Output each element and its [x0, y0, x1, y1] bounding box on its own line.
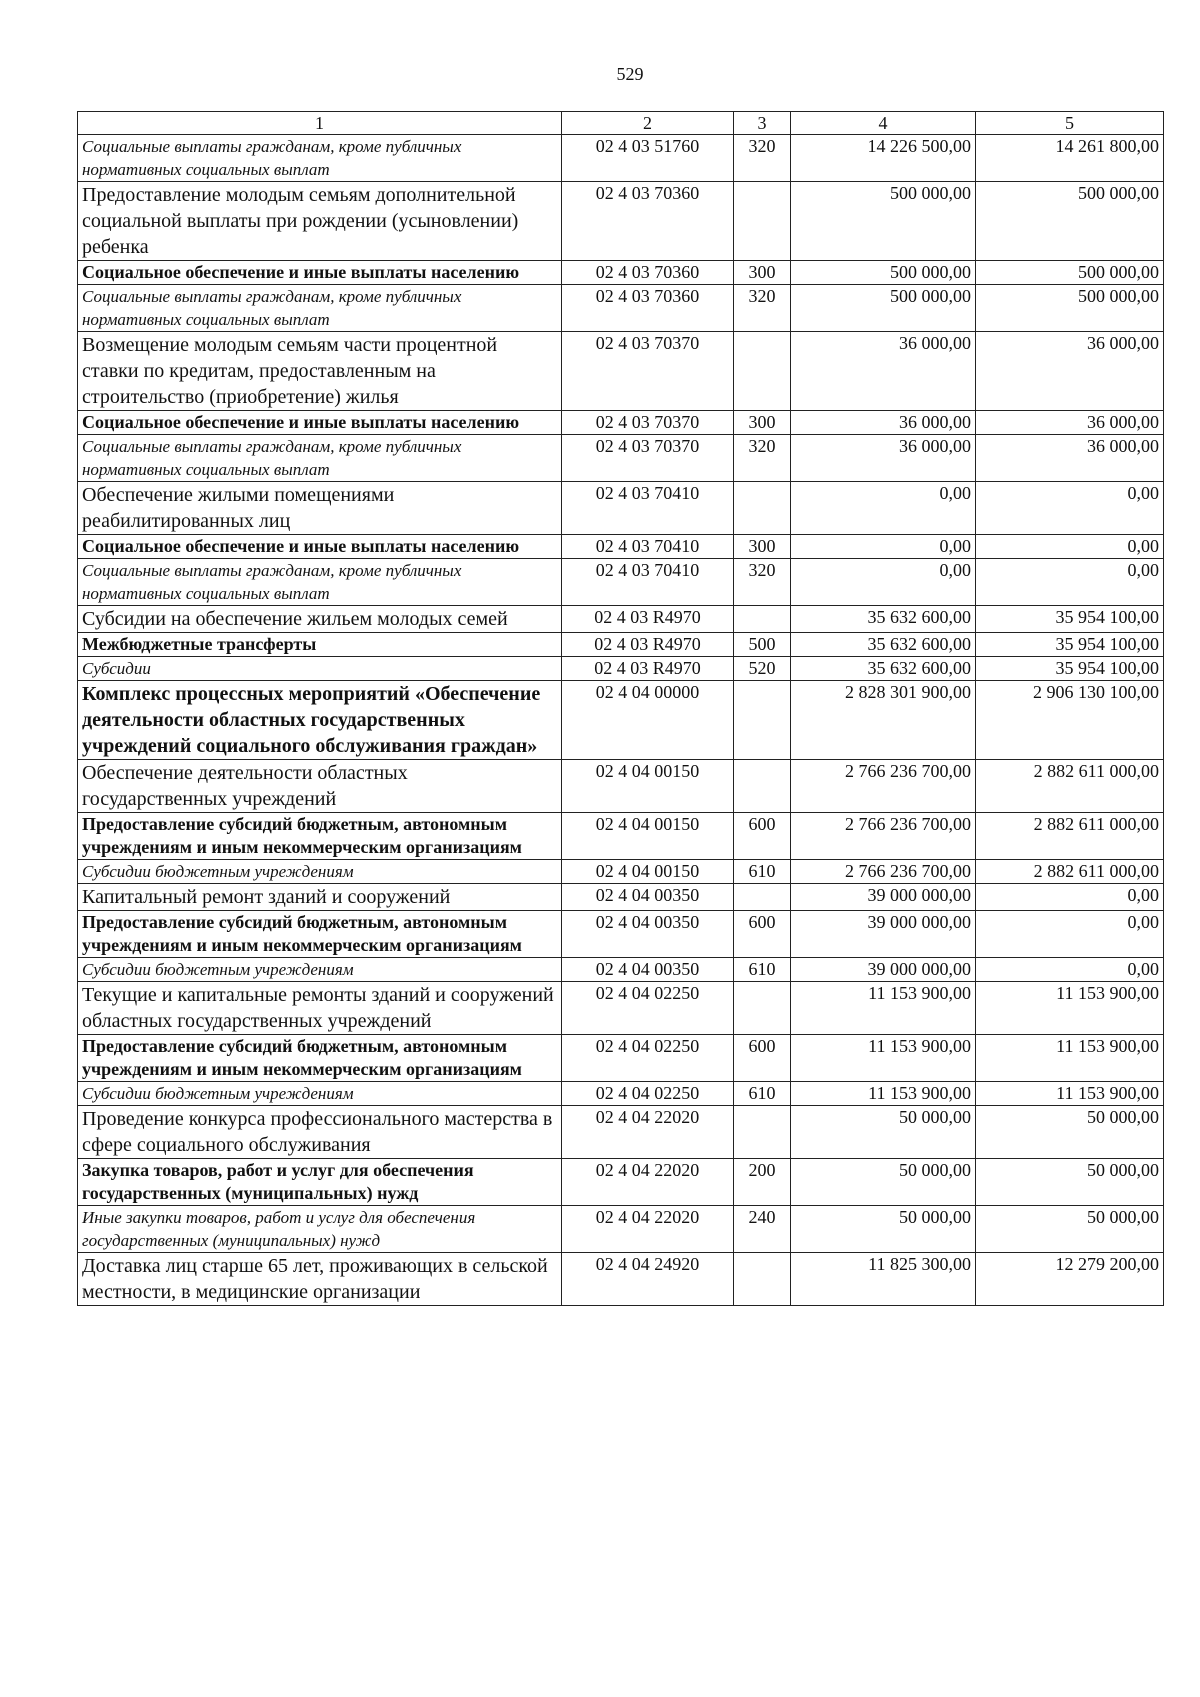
- row-amount-2-cell: 0,00: [976, 559, 1164, 606]
- row-name-cell: Предоставление молодым семьям дополнительной социальной выплаты при рождении (усыновлении) ребенка: [78, 182, 562, 261]
- table-row: [78, 606, 1164, 633]
- row-code-cell: 02 4 03 70370: [562, 332, 734, 411]
- row-amount-1-cell: 35 632 600,00: [791, 606, 976, 633]
- row-code-cell: 02 4 03 R4970: [562, 633, 734, 657]
- row-type-cell: 600: [734, 911, 791, 958]
- column-header-3: 3: [734, 112, 791, 135]
- row-amount-2-cell: 35 954 100,00: [976, 633, 1164, 657]
- row-name-cell: Социальное обеспечение и иные выплаты населению: [78, 411, 562, 435]
- table-row: [78, 1206, 1164, 1253]
- row-type-cell: [734, 1253, 791, 1306]
- row-name-cell: Возмещение молодым семьям части процентной ставки по кредитам, предоставленным на строительство (приобретение) жилья: [78, 332, 562, 411]
- row-amount-2-cell: 11 153 900,00: [976, 1082, 1164, 1106]
- row-name-cell: Социальные выплаты гражданам, кроме публичных нормативных социальных выплат: [78, 435, 562, 482]
- row-code-cell: 02 4 03 R4970: [562, 606, 734, 633]
- row-type-cell: [734, 332, 791, 411]
- column-header-5: 5: [976, 112, 1164, 135]
- row-code-cell: 02 4 04 24920: [562, 1253, 734, 1306]
- row-amount-1-cell: 11 825 300,00: [791, 1253, 976, 1306]
- table-row: [78, 681, 1164, 760]
- table-row: [78, 1253, 1164, 1306]
- row-amount-1-cell: 0,00: [791, 482, 976, 535]
- table-row: [78, 633, 1164, 657]
- row-name-cell: Закупка товаров, работ и услуг для обеспечения государственных (муниципальных) нужд: [78, 1159, 562, 1206]
- table-row: [78, 813, 1164, 860]
- row-code-cell: 02 4 03 70360: [562, 285, 734, 332]
- row-amount-2-cell: 36 000,00: [976, 435, 1164, 482]
- row-amount-2-cell: 0,00: [976, 482, 1164, 535]
- table-row: [78, 860, 1164, 884]
- table-row: [78, 1035, 1164, 1082]
- row-type-cell: 610: [734, 860, 791, 884]
- row-amount-2-cell: 50 000,00: [976, 1106, 1164, 1159]
- row-code-cell: 02 4 03 51760: [562, 135, 734, 182]
- row-amount-1-cell: 0,00: [791, 559, 976, 606]
- row-type-cell: 500: [734, 633, 791, 657]
- row-name-cell: Межбюджетные трансферты: [78, 633, 562, 657]
- row-amount-2-cell: 14 261 800,00: [976, 135, 1164, 182]
- row-amount-2-cell: 0,00: [976, 958, 1164, 982]
- row-code-cell: 02 4 03 70410: [562, 535, 734, 559]
- row-type-cell: [734, 760, 791, 813]
- table-header: [78, 112, 1164, 135]
- row-name-cell: Предоставление субсидий бюджетным, автономным учреждениям и иным некоммерческим организациям: [78, 911, 562, 958]
- row-amount-2-cell: 11 153 900,00: [976, 1035, 1164, 1082]
- row-name-cell: Текущие и капитальные ремонты зданий и сооружений областных государственных учреждений: [78, 982, 562, 1035]
- row-amount-2-cell: 36 000,00: [976, 332, 1164, 411]
- row-amount-1-cell: 36 000,00: [791, 411, 976, 435]
- table-row: [78, 760, 1164, 813]
- budget-table: [77, 111, 1164, 1306]
- row-amount-1-cell: 2 828 301 900,00: [791, 681, 976, 760]
- row-amount-1-cell: 35 632 600,00: [791, 657, 976, 681]
- row-name-cell: Социальное обеспечение и иные выплаты населению: [78, 535, 562, 559]
- row-amount-2-cell: 2 882 611 000,00: [976, 760, 1164, 813]
- row-amount-1-cell: 50 000,00: [791, 1159, 976, 1206]
- row-amount-1-cell: 39 000 000,00: [791, 958, 976, 982]
- table-row: [78, 135, 1164, 182]
- row-name-cell: Капитальный ремонт зданий и сооружений: [78, 884, 562, 911]
- row-amount-2-cell: 11 153 900,00: [976, 982, 1164, 1035]
- table-row: [78, 657, 1164, 681]
- table-row: [78, 332, 1164, 411]
- row-type-cell: 610: [734, 1082, 791, 1106]
- row-amount-1-cell: 11 153 900,00: [791, 982, 976, 1035]
- row-name-cell: Субсидии бюджетным учреждениям: [78, 1082, 562, 1106]
- row-type-cell: 240: [734, 1206, 791, 1253]
- row-amount-1-cell: 14 226 500,00: [791, 135, 976, 182]
- row-code-cell: 02 4 04 00000: [562, 681, 734, 760]
- column-header-4: 4: [791, 112, 976, 135]
- row-amount-2-cell: 0,00: [976, 911, 1164, 958]
- row-code-cell: 02 4 04 00150: [562, 860, 734, 884]
- row-amount-1-cell: 2 766 236 700,00: [791, 860, 976, 884]
- row-amount-2-cell: 500 000,00: [976, 285, 1164, 332]
- row-code-cell: 02 4 04 22020: [562, 1106, 734, 1159]
- row-name-cell: Иные закупки товаров, работ и услуг для обеспечения государственных (муниципальных) нужд: [78, 1206, 562, 1253]
- column-header-1: 1: [78, 112, 562, 135]
- table-row: [78, 182, 1164, 261]
- row-code-cell: 02 4 04 02250: [562, 1082, 734, 1106]
- row-code-cell: 02 4 03 70360: [562, 182, 734, 261]
- row-amount-2-cell: 35 954 100,00: [976, 657, 1164, 681]
- row-code-cell: 02 4 03 70360: [562, 261, 734, 285]
- column-header-2: 2: [562, 112, 734, 135]
- row-type-cell: [734, 482, 791, 535]
- table-row: [78, 261, 1164, 285]
- row-type-cell: [734, 884, 791, 911]
- row-name-cell: Социальное обеспечение и иные выплаты населению: [78, 261, 562, 285]
- row-type-cell: 610: [734, 958, 791, 982]
- table-row: [78, 982, 1164, 1035]
- row-amount-2-cell: 2 882 611 000,00: [976, 813, 1164, 860]
- row-amount-1-cell: 35 632 600,00: [791, 633, 976, 657]
- table-row: [78, 482, 1164, 535]
- table-body: [78, 135, 1164, 1306]
- row-amount-1-cell: 11 153 900,00: [791, 1082, 976, 1106]
- row-type-cell: 200: [734, 1159, 791, 1206]
- row-amount-2-cell: 2 882 611 000,00: [976, 860, 1164, 884]
- row-type-cell: 600: [734, 813, 791, 860]
- row-name-cell: Субсидии: [78, 657, 562, 681]
- table-row: [78, 535, 1164, 559]
- row-name-cell: Социальные выплаты гражданам, кроме публичных нормативных социальных выплат: [78, 285, 562, 332]
- row-name-cell: Субсидии на обеспечение жильем молодых семей: [78, 606, 562, 633]
- row-amount-2-cell: 500 000,00: [976, 261, 1164, 285]
- row-name-cell: Комплекс процессных мероприятий «Обеспечение деятельности областных государственных учреждений социального обслуживания граждан»: [78, 681, 562, 760]
- row-code-cell: 02 4 04 00350: [562, 958, 734, 982]
- page-number: 529: [616, 64, 644, 84]
- row-code-cell: 02 4 04 00350: [562, 911, 734, 958]
- row-code-cell: 02 4 04 02250: [562, 982, 734, 1035]
- row-type-cell: 300: [734, 411, 791, 435]
- row-amount-2-cell: 0,00: [976, 535, 1164, 559]
- row-code-cell: 02 4 04 00350: [562, 884, 734, 911]
- table-row: [78, 435, 1164, 482]
- row-name-cell: Субсидии бюджетным учреждениям: [78, 958, 562, 982]
- row-name-cell: Обеспечение жилыми помещениями реабилитированных лиц: [78, 482, 562, 535]
- row-code-cell: 02 4 03 70410: [562, 482, 734, 535]
- table-row: [78, 911, 1164, 958]
- row-amount-1-cell: 500 000,00: [791, 285, 976, 332]
- row-code-cell: 02 4 03 70370: [562, 411, 734, 435]
- row-code-cell: 02 4 04 00150: [562, 760, 734, 813]
- row-amount-2-cell: 12 279 200,00: [976, 1253, 1164, 1306]
- row-type-cell: 320: [734, 285, 791, 332]
- row-amount-2-cell: 2 906 130 100,00: [976, 681, 1164, 760]
- row-code-cell: 02 4 04 22020: [562, 1206, 734, 1253]
- row-amount-1-cell: 50 000,00: [791, 1206, 976, 1253]
- table-row: [78, 411, 1164, 435]
- row-type-cell: 320: [734, 435, 791, 482]
- row-type-cell: 320: [734, 135, 791, 182]
- row-type-cell: [734, 182, 791, 261]
- row-amount-2-cell: 36 000,00: [976, 411, 1164, 435]
- row-type-cell: [734, 1106, 791, 1159]
- table-row: [78, 1106, 1164, 1159]
- row-type-cell: 300: [734, 535, 791, 559]
- row-type-cell: [734, 681, 791, 760]
- row-code-cell: 02 4 04 22020: [562, 1159, 734, 1206]
- row-amount-1-cell: 36 000,00: [791, 435, 976, 482]
- row-amount-1-cell: 11 153 900,00: [791, 1035, 976, 1082]
- row-name-cell: Социальные выплаты гражданам, кроме публичных нормативных социальных выплат: [78, 559, 562, 606]
- row-code-cell: 02 4 03 R4970: [562, 657, 734, 681]
- row-name-cell: Предоставление субсидий бюджетным, автономным учреждениям и иным некоммерческим организациям: [78, 813, 562, 860]
- row-amount-2-cell: 50 000,00: [976, 1206, 1164, 1253]
- table-row: [78, 559, 1164, 606]
- row-type-cell: 320: [734, 559, 791, 606]
- row-amount-1-cell: 50 000,00: [791, 1106, 976, 1159]
- table-row: [78, 1159, 1164, 1206]
- row-amount-1-cell: 500 000,00: [791, 261, 976, 285]
- row-amount-1-cell: 0,00: [791, 535, 976, 559]
- table-row: [78, 884, 1164, 911]
- table-row: [78, 958, 1164, 982]
- row-type-cell: 300: [734, 261, 791, 285]
- row-code-cell: 02 4 03 70370: [562, 435, 734, 482]
- table-row: [78, 285, 1164, 332]
- row-type-cell: 520: [734, 657, 791, 681]
- row-amount-1-cell: 39 000 000,00: [791, 911, 976, 958]
- row-amount-2-cell: 500 000,00: [976, 182, 1164, 261]
- row-name-cell: Предоставление субсидий бюджетным, автономным учреждениям и иным некоммерческим организациям: [78, 1035, 562, 1082]
- table-row: [78, 1082, 1164, 1106]
- row-name-cell: Обеспечение деятельности областных государственных учреждений: [78, 760, 562, 813]
- row-amount-1-cell: 2 766 236 700,00: [791, 813, 976, 860]
- row-code-cell: 02 4 04 00150: [562, 813, 734, 860]
- row-name-cell: Доставка лиц старше 65 лет, проживающих в сельской местности, в медицинские организации: [78, 1253, 562, 1306]
- row-name-cell: Субсидии бюджетным учреждениям: [78, 860, 562, 884]
- row-name-cell: Социальные выплаты гражданам, кроме публичных нормативных социальных выплат: [78, 135, 562, 182]
- row-type-cell: [734, 606, 791, 633]
- row-code-cell: 02 4 03 70410: [562, 559, 734, 606]
- row-amount-1-cell: 36 000,00: [791, 332, 976, 411]
- row-amount-2-cell: 50 000,00: [976, 1159, 1164, 1206]
- row-amount-2-cell: 35 954 100,00: [976, 606, 1164, 633]
- header-row: [78, 112, 1164, 135]
- row-name-cell: Проведение конкурса профессионального мастерства в сфере социального обслуживания: [78, 1106, 562, 1159]
- row-amount-1-cell: 39 000 000,00: [791, 884, 976, 911]
- row-type-cell: 600: [734, 1035, 791, 1082]
- row-amount-1-cell: 2 766 236 700,00: [791, 760, 976, 813]
- row-amount-2-cell: 0,00: [976, 884, 1164, 911]
- row-amount-1-cell: 500 000,00: [791, 182, 976, 261]
- row-type-cell: [734, 982, 791, 1035]
- row-code-cell: 02 4 04 02250: [562, 1035, 734, 1082]
